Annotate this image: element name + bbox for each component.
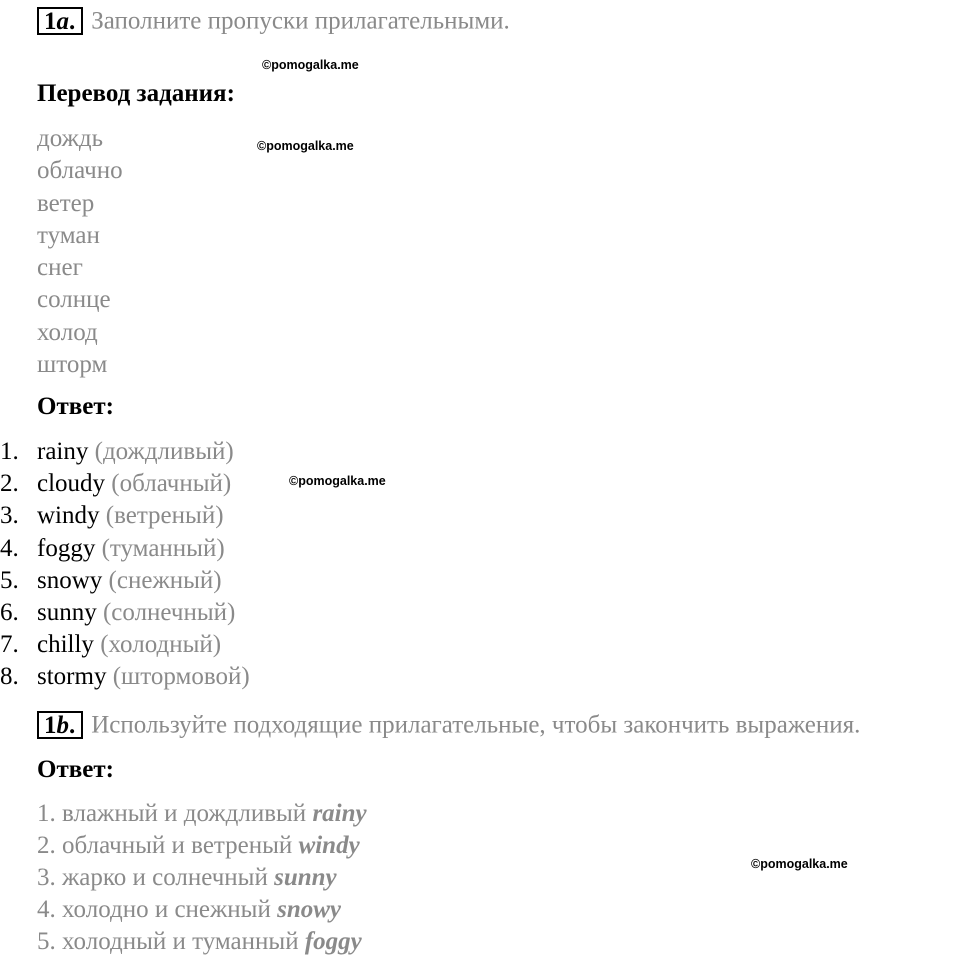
answer-number: 6. [0,598,19,626]
expression-item: 3. жарко и солнечный sunny [37,864,337,891]
task-1a-instruction: Заполните пропуски прилагательными. [91,7,510,35]
expression-item: 2. облачный и ветреный windy [37,832,360,859]
task-1a-header [37,5,510,36]
task-1b-instruction: Используйте подходящие прилагательные, чтобы закончить выражения. [91,711,861,739]
word-item: шторм [37,351,108,379]
answer-english: foggy [37,534,96,562]
expression-answer: sunny [274,864,337,891]
word-list [37,123,123,381]
answer-number: 8. [0,663,19,691]
answer-english: rainy [37,438,89,465]
expression-answer: rainy [312,800,367,827]
expression-answer: snowy [277,896,342,923]
expression-item: 5. холодный и туманный foggy [37,928,362,955]
answer-russian: (дождливый) [94,438,234,465]
answer-item [0,565,400,597]
task-1b-header [37,709,860,740]
word-item: солнце [37,286,111,314]
watermark: ©pomogalka.me [257,139,354,153]
answer-english: stormy [37,663,107,691]
answer-number: 4. [0,534,19,562]
answer-english: windy [37,502,100,530]
answer-number: 3. [0,502,19,530]
answer-russian: (облачный) [111,470,232,498]
answer-english: cloudy [37,470,106,498]
expression-item: 4. холодно и снежный snowy [37,896,342,923]
answer-item [0,661,400,693]
watermark: ©pomogalka.me [262,58,359,72]
answer-russian: (туманный) [101,534,225,562]
task-1b-badge: 1b. [37,711,83,739]
task-1a-badge: 1a. [37,7,83,35]
answer-english: sunny [37,598,97,626]
word-item: дождь [37,125,103,152]
answer-title-a: Ответ: [37,393,114,420]
answer-english: snowy [37,566,103,594]
answer-russian: (снежный) [108,566,222,594]
answer-number: 1. [0,438,19,465]
answer-item [0,436,400,468]
answer-number: 2. [0,470,19,498]
answer-item [0,629,400,661]
expression-list [37,798,367,958]
watermark: ©pomogalka.me [751,857,848,871]
answer-item [0,500,400,532]
answer-russian: (ветреный) [105,502,224,530]
translation-title: Перевод задания: [37,80,235,107]
word-item: ветер [37,189,95,217]
answer-title-b: Ответ: [37,756,114,783]
watermark: ©pomogalka.me [289,474,386,488]
word-item: туман [37,221,100,249]
answer-russian: (штормовой) [112,663,250,691]
word-item: снег [37,254,83,282]
answer-russian: (солнечный) [102,598,236,626]
answer-number: 7. [0,631,19,659]
expression-answer: foggy [304,928,362,955]
answer-item [0,597,400,629]
answer-russian: (холодный) [100,631,222,659]
answer-number: 5. [0,566,19,594]
answer-item [0,533,400,565]
answer-english: chilly [37,631,94,659]
word-item: холод [37,318,98,346]
expression-item: 1. влажный и дождливый rainy [37,800,367,827]
expression-answer: windy [298,832,360,859]
word-item: облачно [37,157,123,185]
